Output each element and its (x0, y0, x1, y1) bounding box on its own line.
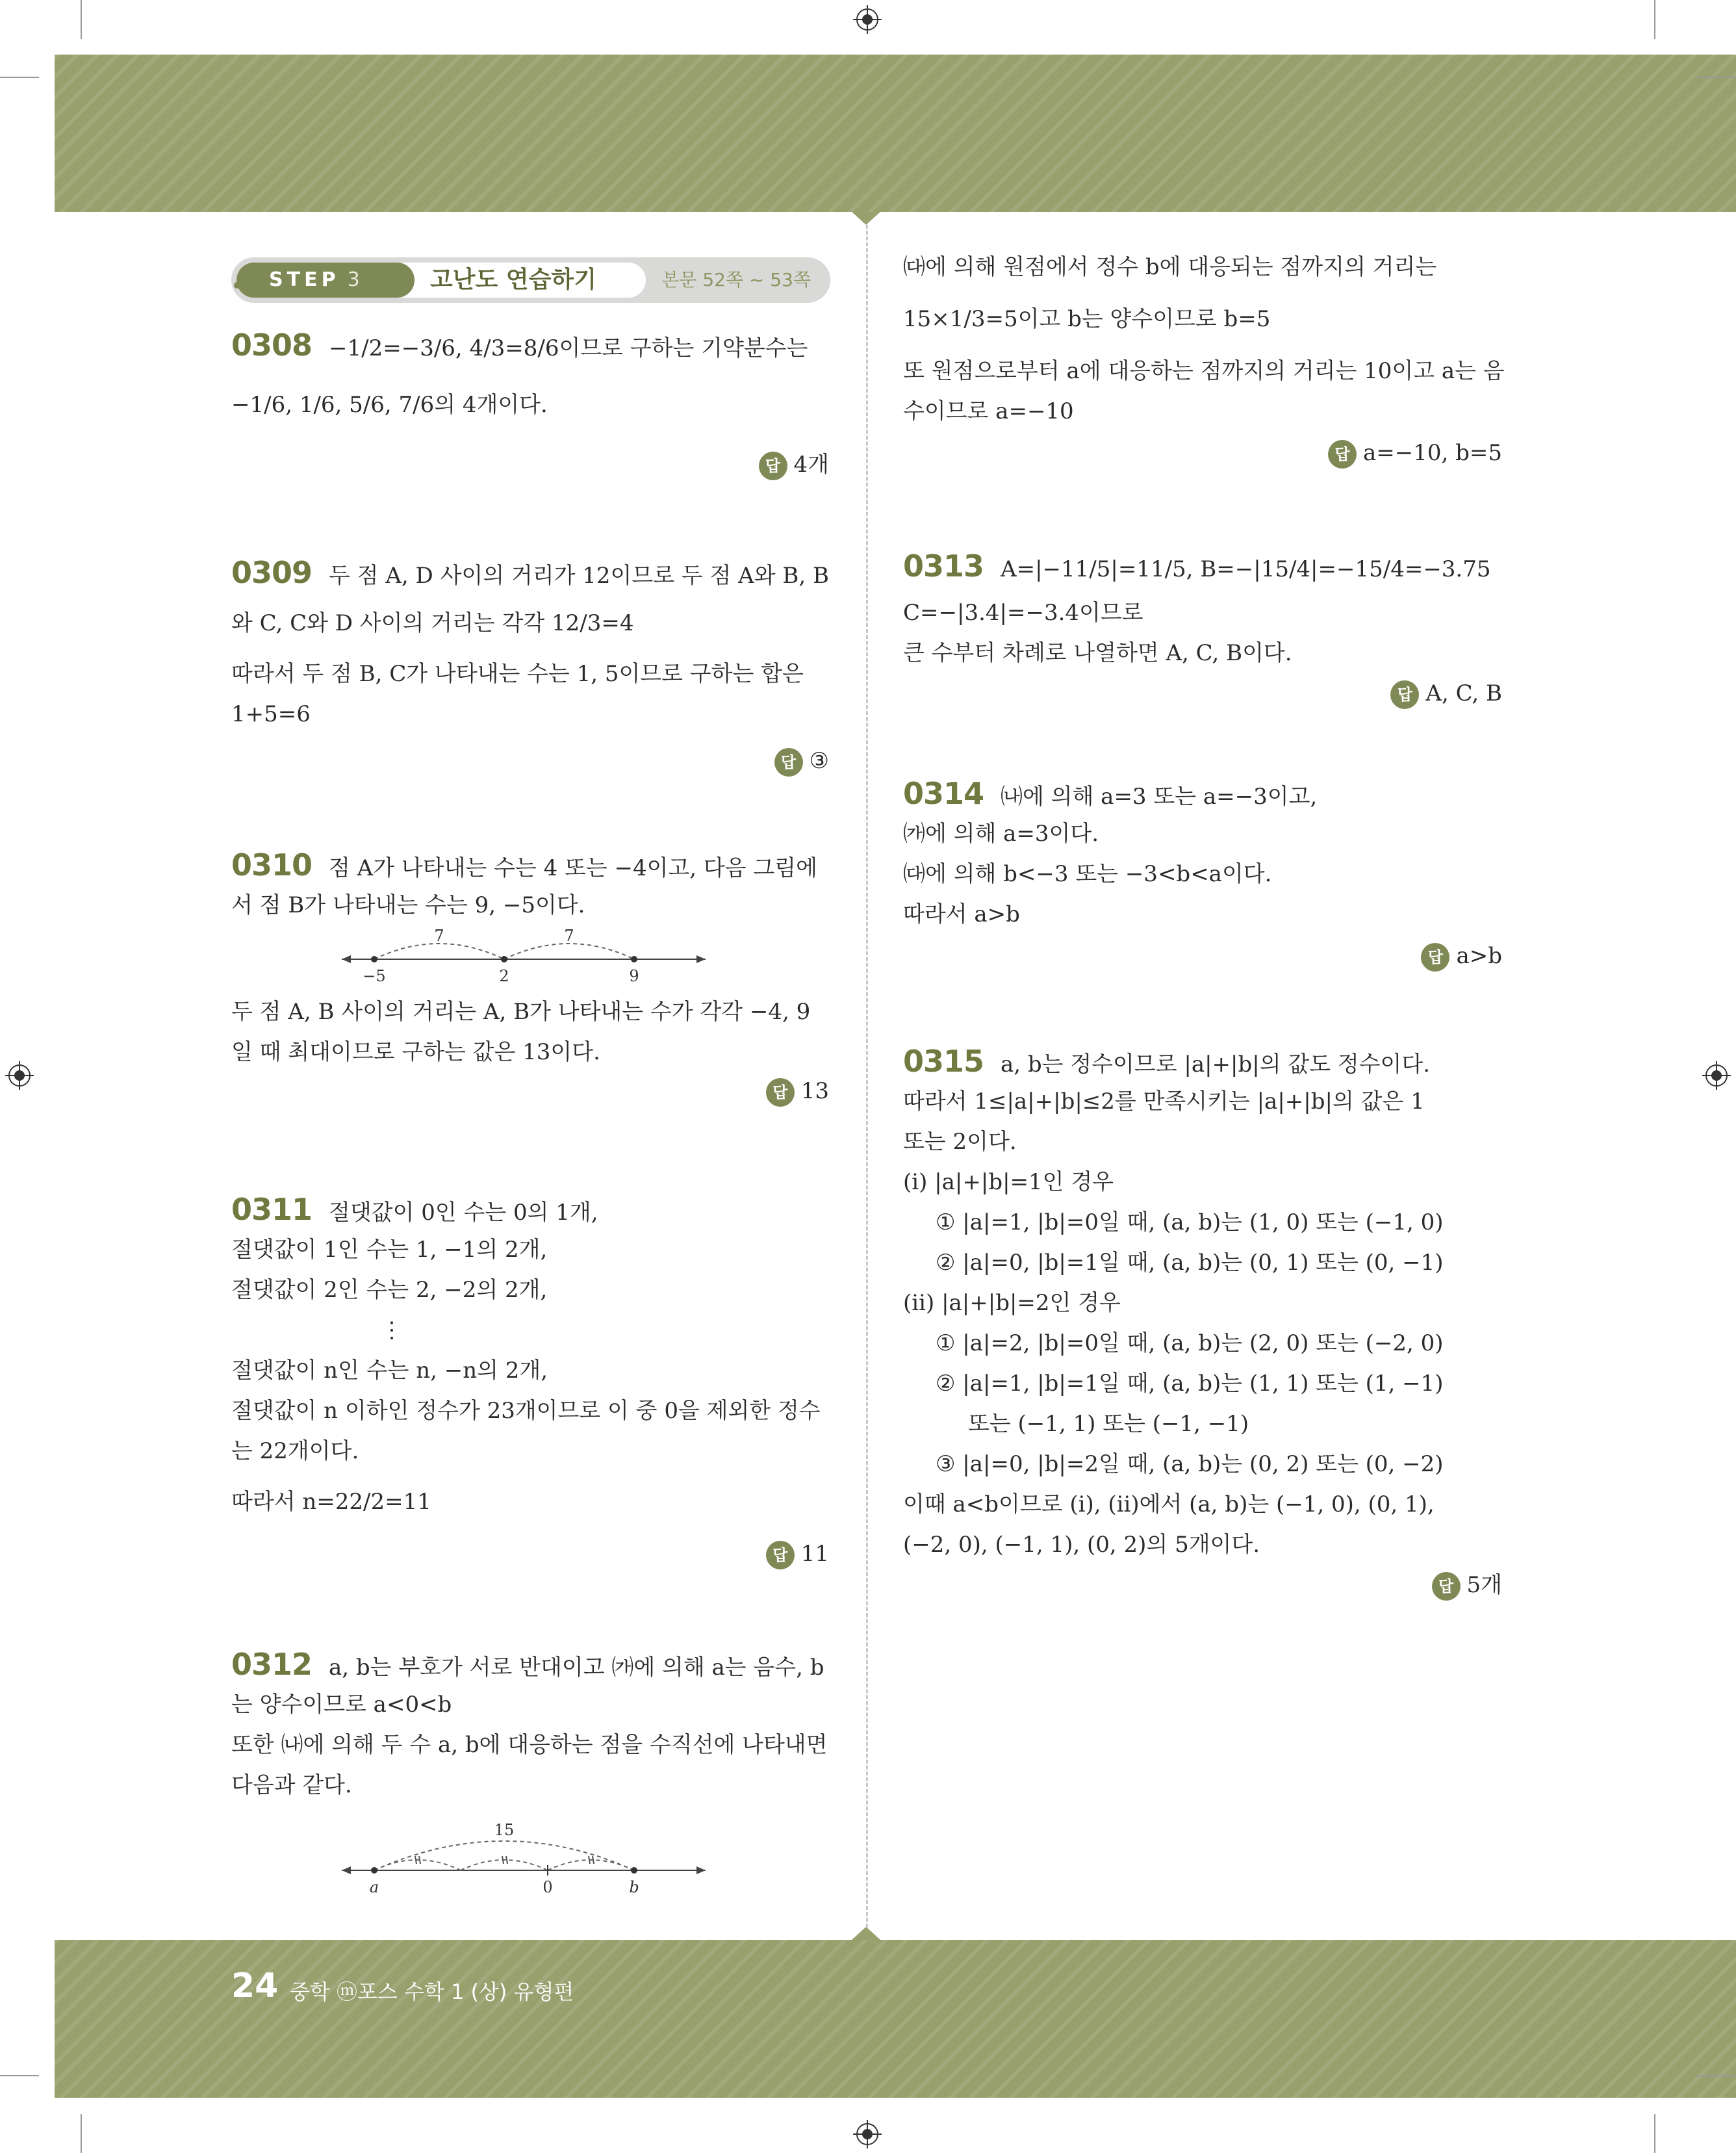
problem-text: 따라서 a>b (903, 901, 1020, 927)
problem-text: 절댓값이 n 이하인 정수가 23개이므로 이 중 0을 제외한 정수 (231, 1398, 821, 1424)
answer-badge-icon: 답 (774, 748, 803, 777)
footer-band (55, 1940, 1736, 2098)
tick-label: a (369, 1878, 379, 1896)
problem-text: ㈎에 의해 a=3이다. (903, 821, 1099, 847)
answer-badge-icon: 답 (1390, 680, 1419, 709)
problem-text: 는 22개이다. (231, 1438, 359, 1464)
column-divider (866, 225, 868, 1927)
tick-label: 0 (542, 1878, 553, 1896)
problem-text: a, b는 정수이므로 |a|+|b|의 값도 정수이다. (1001, 1051, 1431, 1077)
answer-badge-icon: 답 (1328, 440, 1357, 469)
problem-number: 0308 (231, 328, 313, 363)
answer-value: 11 (800, 1541, 829, 1567)
problem-text: −1/2=−3/6, 4/3=8/6이므로 구하는 기약분수는 (329, 335, 808, 361)
header-band (55, 55, 1736, 212)
problem-number: 0313 (903, 548, 984, 584)
answer-badge-icon: 답 (766, 1541, 795, 1569)
problem-text: 또는 2이다. (903, 1129, 1017, 1155)
page-reference: 본문 52쪽 ~ 53쪽 (661, 269, 811, 290)
problem-text: −1/6, 1/6, 5/6, 7/6의 4개이다. (231, 392, 548, 418)
number-line-0312 (329, 1818, 719, 1903)
book-title: 중학 ⓜ포스 수학 1 (상) 유형편 (290, 1979, 574, 2004)
answer-badge-icon: 답 (1432, 1572, 1461, 1601)
crop-mark (0, 2075, 39, 2076)
problem-text: (−2, 0), (−1, 1), (0, 2)의 5개이다. (903, 1532, 1260, 1558)
problem-text: 이때 a<b이므로 (ⅰ), (ⅱ)에서 (a, b)는 (−1, 0), (0, 1), (903, 1491, 1435, 1517)
vertical-ellipsis: ⋮ (381, 1317, 403, 1343)
step-label: STEP (269, 268, 340, 291)
answer (1390, 673, 1502, 714)
problem-text: 다음과 같다. (231, 1772, 352, 1798)
arc-label: 15 (494, 1821, 515, 1839)
tick-label: b (629, 1878, 639, 1896)
problem-text: 와 C, C와 D 사이의 거리는 각각 12/3=4 (231, 610, 634, 636)
answer-badge-icon: 답 (1421, 943, 1449, 972)
registration-mark-icon (853, 2120, 882, 2148)
arc-label: 7 (434, 927, 444, 945)
problem-number: 0311 (231, 1192, 313, 1227)
tick-label: 2 (499, 967, 509, 985)
problem-text: 점 A가 나타내는 수는 4 또는 −4이고, 다음 그림에 (329, 855, 817, 881)
registration-mark-icon (853, 5, 882, 34)
problem-text: 일 때 최대이므로 구하는 값은 13이다. (231, 1039, 600, 1065)
problem-number: 0310 (231, 847, 313, 883)
problem-text: A=|−11/5|=11/5, B=−|15/4|=−15/4=−3.75 (1001, 556, 1491, 582)
answer (774, 741, 829, 781)
case-item: 또는 (−1, 1) 또는 (−1, −1) (968, 1411, 1249, 1437)
registration-mark-icon (1702, 1061, 1731, 1090)
problem-text: 두 점 A, D 사이의 거리가 12이므로 두 점 A와 B, B (329, 563, 829, 589)
answer-value: 13 (800, 1078, 829, 1104)
answer (1432, 1565, 1502, 1605)
crop-mark (0, 77, 39, 78)
crop-mark (1697, 2075, 1736, 2076)
answer-value: a=−10, b=5 (1362, 440, 1502, 466)
problem-text: 절댓값이 2인 수는 2, −2의 2개, (231, 1277, 548, 1303)
answer (1328, 433, 1502, 473)
answer-value: 5개 (1466, 1572, 1502, 1598)
registration-mark-icon (5, 1061, 34, 1090)
problem-text: 절댓값이 0인 수는 0의 1개, (329, 1200, 598, 1226)
problem-text: 15×1/3=5이고 b는 양수이므로 b=5 (903, 306, 1271, 332)
answer-badge-icon: 답 (766, 1078, 795, 1107)
case-heading: (ⅰ) |a|+|b|=1인 경우 (903, 1169, 1114, 1195)
problem-text: C=−|3.4|=−3.4이므로 (903, 600, 1143, 626)
problem-text: 두 점 A, B 사이의 거리는 A, B가 나타내는 수가 각각 −4, 9 (231, 999, 811, 1025)
problem-text: ㈐에 의해 원점에서 정수 b에 대응되는 점까지의 거리는 (903, 254, 1437, 280)
case-item: ② |a|=1, |b|=1일 때, (a, b)는 (1, 1) 또는 (1, −1) (936, 1371, 1444, 1397)
problem-text: 따라서 n=22/2=11 (231, 1489, 431, 1515)
problem-text: 1+5=6 (231, 701, 311, 727)
problem-number: 0315 (903, 1044, 984, 1079)
problem-text: 또한 ㈏에 의해 두 수 a, b에 대응하는 점을 수직선에 나타내면 (231, 1732, 828, 1758)
answer (1421, 936, 1502, 976)
answer (766, 1534, 829, 1574)
arc-label: 7 (564, 927, 574, 945)
step-header (231, 257, 830, 303)
problem-number: 0312 (231, 1647, 313, 1682)
problem-text: ㈏에 의해 a=3 또는 a=−3이고, (1001, 784, 1318, 810)
tick-label: 9 (629, 967, 639, 985)
problem-text: 따라서 두 점 B, C가 나타내는 수는 1, 5이므로 구하는 합은 (231, 661, 804, 687)
case-heading: (ⅱ) |a|+|b|=2인 경우 (903, 1290, 1121, 1316)
problem-number: 0309 (231, 555, 313, 590)
step-number: 3 (347, 268, 360, 291)
problem-text: ㈐에 의해 b<−3 또는 −3<b<a이다. (903, 861, 1272, 887)
tick-label: −5 (363, 967, 386, 985)
number-line-0310 (329, 927, 719, 992)
problem-text: 따라서 1≤|a|+|b|≤2를 만족시키는 |a|+|b|의 값은 1 (903, 1089, 1425, 1115)
section-title: 고난도 연습하기 (430, 266, 596, 293)
problem-number: 0314 (903, 776, 984, 811)
problem-text: 수이므로 a=−10 (903, 398, 1074, 424)
crop-mark (1654, 2114, 1655, 2153)
problem-text: a, b는 부호가 서로 반대이고 ㈎에 의해 a는 음수, b (329, 1655, 824, 1681)
answer-value: a>b (1456, 943, 1502, 969)
answer-value: ③ (809, 748, 829, 774)
crop-mark (81, 0, 82, 39)
problem-text: 또 원점으로부터 a에 대응하는 점까지의 거리는 10이고 a는 음 (903, 358, 1505, 384)
footer-notch (852, 1927, 880, 1940)
crop-mark (81, 2114, 82, 2153)
answer (759, 445, 829, 485)
crop-mark (1697, 77, 1736, 78)
crop-mark (1654, 0, 1655, 39)
case-item: ① |a|=1, |b|=0일 때, (a, b)는 (1, 0) 또는 (−1, 0) (936, 1209, 1444, 1235)
bullet-icon (234, 282, 240, 289)
answer-value: 4개 (793, 452, 829, 478)
answer-value: A, C, B (1425, 680, 1502, 706)
case-item: ③ |a|=0, |b|=2일 때, (a, b)는 (0, 2) 또는 (0, −2) (936, 1451, 1444, 1477)
case-item: ② |a|=0, |b|=1일 때, (a, b)는 (0, 1) 또는 (0, −1) (936, 1250, 1444, 1276)
problem-text: 절댓값이 1인 수는 1, −1의 2개, (231, 1237, 548, 1263)
problem-text: 큰 수부터 차례로 나열하면 A, C, B이다. (903, 640, 1292, 666)
case-item: ① |a|=2, |b|=0일 때, (a, b)는 (2, 0) 또는 (−2, 0) (936, 1330, 1444, 1356)
header-notch (852, 212, 880, 225)
answer-badge-icon: 답 (759, 452, 787, 480)
problem-text: 절댓값이 n인 수는 n, −n의 2개, (231, 1358, 548, 1384)
page-number: 24 (231, 1966, 279, 2005)
step-badge (236, 263, 415, 298)
answer (766, 1071, 829, 1111)
problem-text: 서 점 B가 나타내는 수는 9, −5이다. (231, 892, 585, 918)
problem-text: 는 양수이므로 a<0<b (231, 1692, 452, 1718)
